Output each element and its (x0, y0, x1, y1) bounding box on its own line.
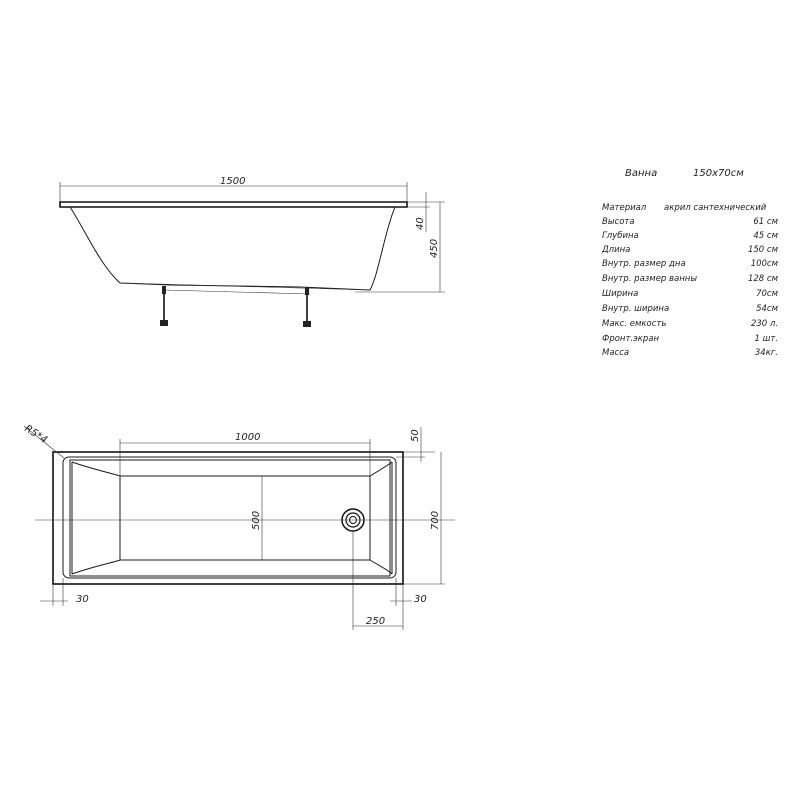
spec-value: 1 шт. (754, 334, 778, 344)
dim-corner-radius (22, 423, 64, 458)
spec-label: Длина (602, 245, 631, 255)
side-legs (160, 286, 311, 327)
dim-side-length (60, 176, 407, 202)
spec-label: Фронт.экран (602, 334, 660, 344)
dim-top-bottom-length (120, 432, 370, 476)
spec-row-inner-width (602, 304, 778, 318)
spec-value: 54см (756, 304, 778, 314)
dim-top-bottom-length-label: 1000 (235, 432, 261, 443)
spec-title-size: 150x70см (693, 168, 744, 179)
dim-side-depth-label: 450 (429, 238, 440, 258)
spec-value: 128 см (747, 274, 778, 284)
dim-side-length-label: 1500 (220, 176, 246, 187)
dim-top-width-label: 700 (430, 510, 441, 530)
spec-value: 70см (756, 289, 778, 299)
dim-top-rim-right-label: 30 (414, 594, 427, 605)
dim-top-rim-top (396, 427, 435, 462)
spec-label: Внутр. размер ванны (602, 274, 698, 284)
spec-label: Высота (602, 217, 635, 227)
top-bottom-area (120, 476, 370, 560)
spec-value: 61 см (753, 217, 778, 227)
spec-value: 100см (750, 259, 778, 269)
side-bottom-line (120, 283, 370, 290)
spec-value: акрил сантехнический (664, 203, 767, 213)
top-view (22, 423, 455, 630)
spec-row-mass (602, 348, 778, 362)
side-rim (60, 202, 407, 207)
dim-corner-radius-label: R5*4 (22, 423, 50, 446)
dim-side-rim-label: 40 (415, 217, 426, 230)
spec-label: Глубина (602, 231, 639, 241)
dim-top-rim-left-label: 30 (76, 594, 89, 605)
spec-row-length (602, 245, 778, 259)
spec-row-material (602, 203, 778, 217)
spec-label: Ширина (602, 289, 639, 299)
dim-top-drain-offset-label: 250 (366, 616, 386, 627)
spec-value: 34кг. (754, 348, 778, 358)
spec-row-inner-size (602, 274, 778, 288)
spec-label: Масса (602, 348, 630, 358)
dim-top-width (403, 452, 445, 584)
spec-label: Материал (602, 203, 647, 213)
side-shell (70, 207, 395, 290)
dim-top-rim-top-label: 50 (410, 429, 421, 442)
spec-row-depth (602, 231, 778, 245)
spec-value: 230 л. (750, 319, 778, 329)
spec-row-front-panel (602, 334, 778, 348)
dim-top-rim-left (40, 578, 89, 606)
spec-row-capacity (602, 319, 778, 333)
spec-row-height (602, 217, 778, 231)
dim-top-rim-right (390, 578, 427, 606)
spec-title-product: Ванна (625, 168, 658, 179)
spec-value: 45 см (753, 231, 778, 241)
spec-label: Внутр. размер дна (602, 259, 686, 269)
spec-row-width (602, 289, 778, 303)
spec-row-inner-bottom (602, 259, 778, 273)
spec-label: Внутр. ширина (602, 304, 670, 314)
side-view (60, 176, 445, 327)
dim-top-bottom-width-label: 500 (251, 510, 262, 530)
spec-label: Макс. емкость (602, 319, 667, 329)
spec-value: 150 см (747, 245, 778, 255)
dim-top-bottom-width (251, 476, 262, 560)
